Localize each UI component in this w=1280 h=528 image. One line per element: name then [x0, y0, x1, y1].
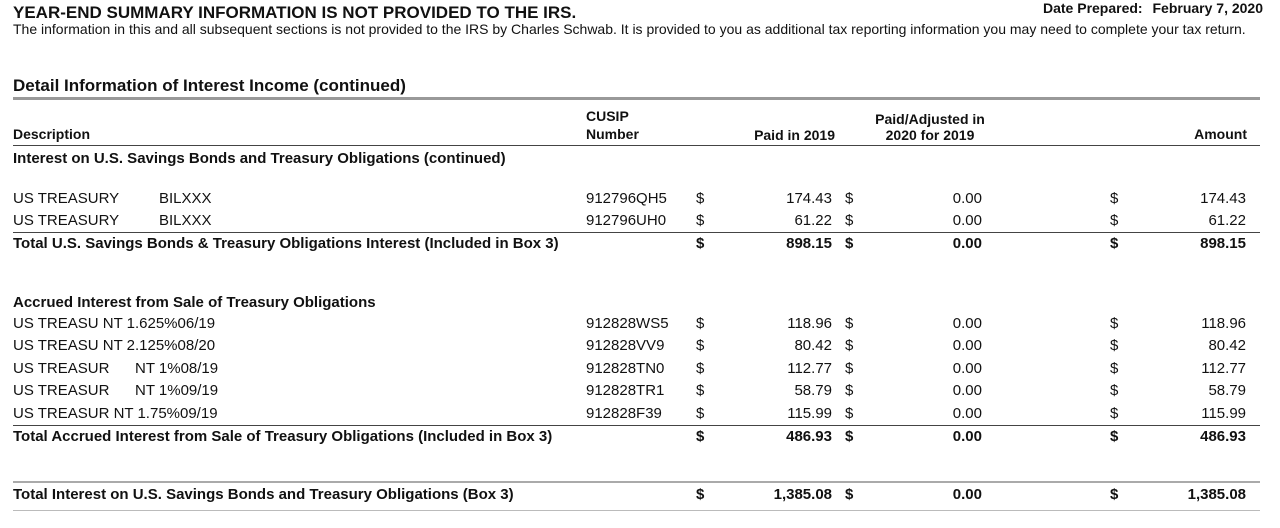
- grand-total-adjusted: 0.00: [952, 486, 982, 503]
- row-amount: 174.43: [1200, 190, 1246, 207]
- total-divider: [13, 425, 1260, 426]
- row-cusip: 912828F39: [586, 405, 662, 422]
- row-paid: 58.79: [794, 382, 832, 399]
- total-divider: [13, 232, 1260, 233]
- dollar-sign: $: [845, 190, 854, 207]
- date-label: Date Prepared:: [1043, 0, 1143, 16]
- dollar-sign: $: [1110, 212, 1119, 229]
- dollar-sign: $: [1110, 337, 1119, 354]
- section-title: Detail Information of Interest Income (continued): [13, 76, 406, 95]
- row-adjusted: 0.00: [952, 405, 982, 422]
- col-cusip-line1: CUSIP: [586, 108, 629, 124]
- total-label: Total Accrued Interest from Sale of Treasury Obligations (Included in Box 3): [13, 428, 553, 445]
- row-adjusted: 0.00: [952, 315, 982, 332]
- dollar-sign: $: [696, 235, 705, 252]
- dollar-sign: $: [845, 405, 854, 422]
- dollar-sign: $: [696, 337, 705, 354]
- row-adjusted: 0.00: [952, 190, 982, 207]
- row-paid: 115.99: [787, 405, 832, 422]
- row-cusip: 912828TR1: [586, 382, 665, 399]
- grand-total-amount: 1,385.08: [1187, 486, 1246, 503]
- dollar-sign: $: [1110, 486, 1119, 503]
- dollar-sign: $: [1110, 360, 1119, 377]
- row-cusip: 912796QH5: [586, 190, 667, 207]
- row-adjusted: 0.00: [952, 382, 982, 399]
- row-amount: 58.79: [1208, 382, 1246, 399]
- row-description: US TREASUR: [13, 360, 110, 377]
- dollar-sign: $: [845, 315, 854, 332]
- row-cusip: 912828WS5: [586, 315, 669, 332]
- grand-total-label: Total Interest on U.S. Savings Bonds and Treasury Obligations (Box 3): [13, 486, 514, 503]
- col-adjusted-line1: Paid/Adjusted in: [875, 111, 985, 127]
- group1-heading: Interest on U.S. Savings Bonds and Treasury Obligations (continued): [13, 150, 506, 167]
- row-adjusted: 0.00: [952, 360, 982, 377]
- row-amount: 115.99: [1201, 405, 1246, 422]
- col-adjusted-line2: 2020 for 2019: [885, 127, 975, 143]
- group2-heading: Accrued Interest from Sale of Treasury Obligations: [13, 294, 376, 311]
- dollar-sign: $: [1110, 190, 1119, 207]
- dollar-sign: $: [696, 428, 705, 445]
- dollar-sign: $: [845, 360, 854, 377]
- dollar-sign: $: [696, 405, 705, 422]
- row-amount: 80.42: [1208, 337, 1246, 354]
- total-label: Total U.S. Savings Bonds & Treasury Obligations Interest (Included in Box 3): [13, 235, 559, 252]
- date-prepared: [1043, 0, 1263, 16]
- dollar-sign: $: [845, 428, 854, 445]
- row-amount: 118.96: [1201, 315, 1246, 332]
- row-paid: 174.43: [786, 190, 832, 207]
- row-paid: 80.42: [794, 337, 832, 354]
- grand-total-divider: [13, 481, 1260, 483]
- page-subtitle: The information in this and all subsequent sections is not provided to the IRS by Charles Schwab. It is provided to you as additional tax reporting information you may need to complete your tax return.: [13, 21, 1246, 37]
- dollar-sign: $: [696, 212, 705, 229]
- dollar-sign: $: [696, 486, 705, 503]
- total-adjusted: 0.00: [952, 235, 982, 252]
- dollar-sign: $: [845, 235, 854, 252]
- col-amount: Amount: [1194, 126, 1247, 142]
- dollar-sign: $: [1110, 405, 1119, 422]
- row-cusip: 912828VV9: [586, 337, 665, 354]
- total-paid: 486.93: [786, 428, 832, 445]
- bottom-divider: [13, 510, 1260, 511]
- header-divider: [13, 145, 1260, 146]
- dollar-sign: $: [845, 337, 854, 354]
- col-paid: Paid in 2019: [754, 127, 835, 143]
- dollar-sign: $: [845, 212, 854, 229]
- dollar-sign: $: [696, 190, 705, 207]
- total-paid: 898.15: [786, 235, 832, 252]
- row-description-2: NT 1%09/19: [135, 382, 219, 399]
- row-adjusted: 0.00: [952, 337, 982, 354]
- row-cusip: 912796UH0: [586, 212, 667, 229]
- date-value: February 7, 2020: [1152, 0, 1263, 16]
- row-adjusted: 0.00: [952, 212, 982, 229]
- row-cusip: 912828TN0: [586, 360, 665, 377]
- col-cusip-line2: Number: [586, 126, 639, 142]
- dollar-sign: $: [696, 360, 705, 377]
- total-adjusted: 0.00: [952, 428, 982, 445]
- dollar-sign: $: [845, 382, 854, 399]
- dollar-sign: $: [1110, 315, 1119, 332]
- dollar-sign: $: [696, 315, 705, 332]
- dollar-sign: $: [845, 486, 854, 503]
- row-amount: 112.77: [1201, 360, 1246, 377]
- dollar-sign: $: [1110, 428, 1119, 445]
- row-description: US TREASUR NT 1.75%09/19: [13, 405, 218, 422]
- dollar-sign: $: [1110, 382, 1119, 399]
- row-description: US TREASU NT 2.125%08/20: [13, 337, 216, 354]
- page-title: YEAR-END SUMMARY INFORMATION IS NOT PROVIDED TO THE IRS.: [13, 3, 577, 22]
- col-description: Description: [13, 126, 91, 142]
- row-description: US TREASURY: [13, 190, 120, 207]
- row-description: US TREASURY: [13, 212, 120, 229]
- dollar-sign: $: [696, 382, 705, 399]
- row-description: US TREASU NT 1.625%06/19: [13, 315, 216, 332]
- row-paid: 112.77: [787, 360, 832, 377]
- row-description-2: NT 1%08/19: [135, 360, 219, 377]
- row-description: US TREASUR: [13, 382, 110, 399]
- total-amount: 486.93: [1200, 428, 1246, 445]
- total-amount: 898.15: [1200, 235, 1246, 252]
- row-paid: 118.96: [787, 315, 832, 332]
- row-paid: 61.22: [794, 212, 832, 229]
- section-divider: [13, 97, 1260, 100]
- row-description-2: BILXXX: [159, 212, 212, 229]
- dollar-sign: $: [1110, 235, 1119, 252]
- row-amount: 61.22: [1208, 212, 1246, 229]
- row-description-2: BILXXX: [159, 190, 212, 207]
- grand-total-paid: 1,385.08: [773, 486, 832, 503]
